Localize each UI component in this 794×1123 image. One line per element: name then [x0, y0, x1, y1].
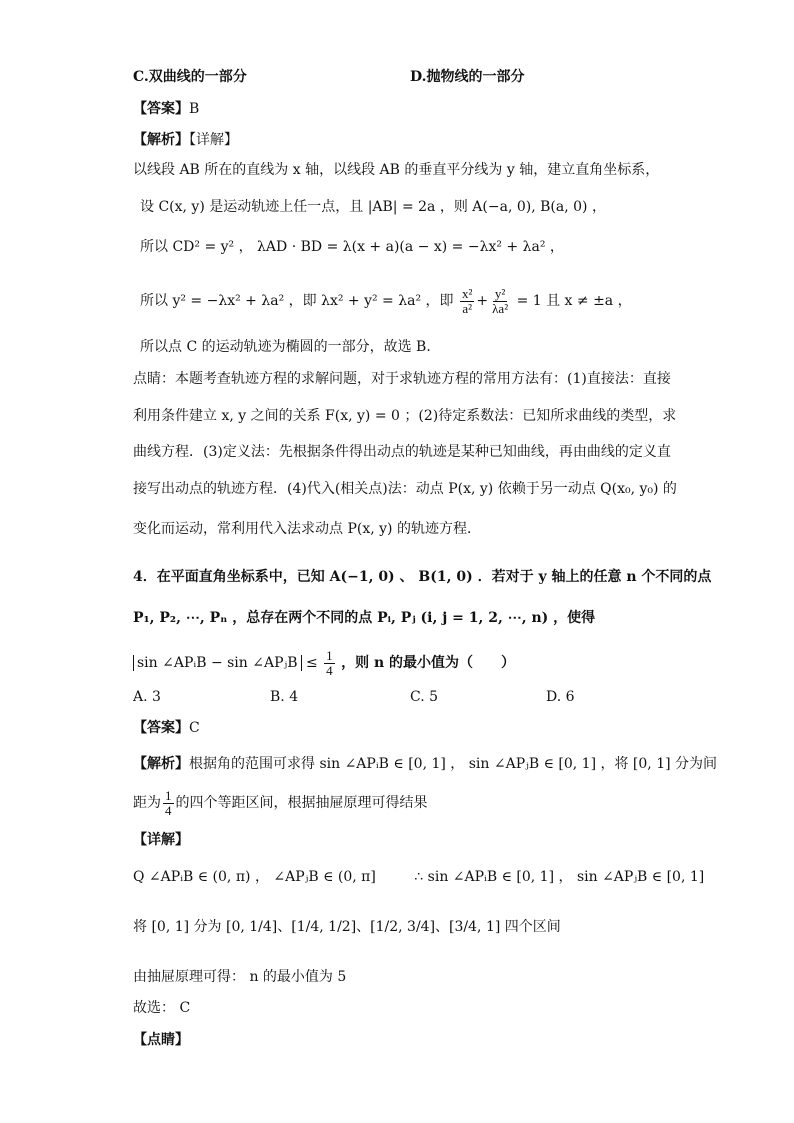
q4-detail-line-4: 故选： C — [133, 1000, 191, 1016]
fraction-one-quarter — [163, 789, 174, 818]
frac-den: 4 — [165, 802, 172, 818]
frac-num: 1 — [326, 647, 333, 663]
detail-2a: 将 [0, 1] 分为 — [133, 919, 222, 935]
frac-num: 1 — [165, 787, 172, 803]
q4-option-d: D. 6 — [546, 689, 575, 705]
detail-label: 【详解】 — [189, 132, 238, 148]
q4-detail-line-1 — [133, 868, 704, 886]
interval-2: [1/4, 1/2] — [291, 919, 357, 935]
note-line-4: 接写出动点的轨迹方程．(4)代入(相关点)法：动点 P(x, y) 依赖于另一动点 Q(x₀, y₀) 的 — [133, 481, 677, 497]
detail-2b: 四个区间 — [504, 919, 561, 935]
interval-3: [1/2, 3/4] — [370, 919, 436, 935]
frac-den: a² — [462, 300, 473, 316]
solution-line-5: 所以点 C 的运动轨迹为椭圆的一部分，故选 B． — [140, 339, 441, 355]
q4-option-a: A. 3 — [133, 689, 161, 705]
q4-stem-line-1: 4．在平面直角坐标系中，已知 A(−1, 0) 、 B(1, 0) ．若对于 y 轴上的任意 n 个不同的点 — [133, 569, 712, 585]
q4-option-c: C. 5 — [410, 689, 439, 705]
answer-label: 【答案】 — [133, 101, 189, 117]
note-line-1: 点睛：本题考查轨迹方程的求解问题，对于求轨迹方程的常用方法有：(1)直接法：直接 — [133, 371, 671, 387]
q4-stem-line-3 — [133, 648, 515, 678]
q4-analysis-line-2 — [133, 788, 428, 818]
analysis-start: 距为 — [133, 795, 161, 811]
frac-num: x² — [461, 285, 473, 301]
analysis-label: 【解析】 — [133, 756, 189, 772]
q4-analysis-line-1 — [133, 755, 717, 773]
detail-1b: ∴ sin ∠APᵢB ∈ [0, 1] ， sin ∠APⱼB ∈ [0, 1] — [414, 869, 705, 885]
solution-line-3: 所以 CD² = y² ， λAD · BD = λ(x + a)(a − x) = −λx² + λa² ， — [140, 239, 564, 255]
q4-note-label: 【点睛】 — [133, 1032, 189, 1048]
note-line-3: 曲线方程．(3)定义法：先根据条件得出动点的轨迹是某种已知曲线，再由曲线的定义直 — [133, 444, 671, 460]
q4-stem-line-2: P₁, P₂, ⋯, Pₙ ，总存在两个不同的点 Pᵢ, Pⱼ (i, j = 1, 2, ⋯, n) ，使得 — [133, 610, 596, 626]
frac-den: λa² — [492, 300, 509, 316]
q4-detail-label: 【详解】 — [133, 832, 189, 848]
analysis-text: 根据角的范围可求得 sin ∠APᵢB ∈ [0, 1] ， sin ∠APⱼB ∈ [0, 1] ，将 [0, 1] 分为间 — [189, 756, 718, 772]
q4-answer-row — [133, 719, 200, 737]
answer-value: B — [189, 101, 200, 117]
fraction-y2-la2 — [490, 287, 510, 316]
answer-value: C — [189, 720, 200, 736]
note-line-2: 利用条件建立 x, y 之间的关系 F(x, y) = 0 ；(2)待定系数法：已知所求曲线的类型，求 — [133, 408, 677, 424]
solution-line-4: 所以 y² = −λx² + λa² ，即 λx² + y² = λa² ，即 $\frac{\text{x²}}{\text{a²}}$ + $\frac{\text{y²}}{\text{λa²}}$ = 1 且 x ≠ ±a ， — [140, 285, 632, 316]
line4-start: 所以 y² = −λx² + λa² ，即 λx² + y² = λa² ，即 — [140, 293, 454, 309]
line4-end: = 1 且 x ≠ ±a ， — [516, 293, 632, 309]
interval-4: [3/4, 1] — [449, 919, 501, 935]
solution-line-2: 设 C(x, y) 是运动轨迹上任一点，且 |AB| = 2a ，则 A(−a, 0), B(a, 0) ， — [140, 199, 606, 215]
le-sign: ≤ — [305, 655, 318, 671]
solution-line-1: 以线段 AB 所在的直线为 x 轴，以线段 AB 的垂直平分线为 y 轴，建立直角坐标系， — [133, 162, 660, 178]
interval-1: [0, 1/4] — [226, 919, 278, 935]
analysis-end: 的四个等距区间，根据抽屉原理可得结果 — [175, 795, 428, 811]
frac-den: 4 — [326, 662, 333, 678]
analysis-row — [133, 131, 238, 149]
q4-option-b: B. 4 — [270, 689, 299, 705]
option-c: C.双曲线的一部分 — [133, 69, 247, 85]
sep: 、 — [277, 919, 292, 935]
abs-expression: sin ∠APᵢB − sin ∠APⱼB — [133, 655, 302, 671]
answer-label: 【答案】 — [133, 720, 189, 736]
analysis-label: 【解析】 — [133, 132, 189, 148]
sep: 、 — [435, 919, 450, 935]
frac-num: y² — [494, 285, 506, 301]
option-d: D.抛物线的一部分 — [410, 69, 525, 85]
sep: 、 — [356, 919, 371, 935]
q4-detail-line-3: 由抽屉原理可得： n 的最小值为 5 — [133, 969, 347, 985]
answer-row — [133, 100, 199, 118]
q4-detail-line-2 — [133, 918, 561, 936]
fraction-x2-a2 — [460, 287, 474, 316]
detail-1a: Q ∠APᵢB ∈ (0, π) ， ∠APⱼB ∈ (0, π] — [133, 869, 376, 885]
fraction-one-quarter — [324, 649, 335, 678]
stem-tail: ，则 n 的最小值为（ ） — [341, 655, 516, 671]
note-line-5: 变化而运动，常利用代入法求动点 P(x, y) 的轨迹方程． — [133, 521, 481, 537]
